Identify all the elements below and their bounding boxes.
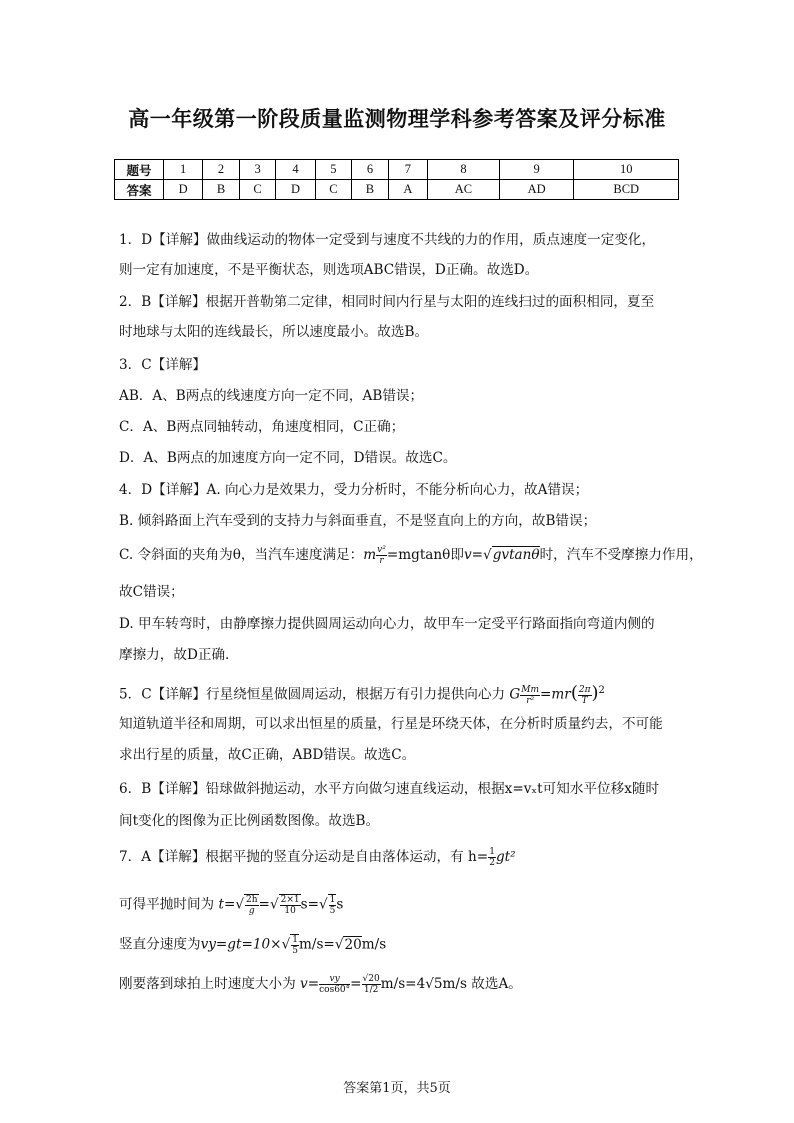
table-cell: AD	[499, 180, 574, 200]
q7-h: h=	[468, 849, 489, 865]
q5-symbol-g: G	[509, 686, 521, 703]
q6-line-1: 6．B【详解】铅球做斜抛运动，水平方向做匀速直线运动，根据x=vₓt可知水平位移x随时	[119, 781, 660, 797]
q5-fraction-2	[578, 685, 592, 706]
q7-line-3-text: 竖直分速度为	[119, 936, 201, 953]
q7-line-1-text: 7．A【详解】根据平抛的竖直分运动是自由落体运动，有	[119, 849, 464, 865]
q7-vy: vy=gt=10×	[200, 936, 282, 953]
q7-sqrt-frac-1-num: 2h	[246, 895, 258, 905]
q7-line-2-text: 可得平抛时间为	[119, 896, 215, 913]
q7-line-4-frac-1	[319, 974, 350, 995]
q5-fraction-1-den: r²	[526, 695, 535, 706]
q7-line-1	[119, 847, 516, 868]
q1-line-1: 1．D【详解】做曲线运动的物体一定受到与速度不共线的力的作用，质点速度一定变化，	[119, 232, 656, 248]
q3-line-3: C．A、B两点同轴转动，角速度相同，C正确；	[119, 419, 405, 435]
table-cell: AC	[428, 180, 500, 200]
q2-line-2: 时地球与太阳的连线最长，所以速度最小。故选B。	[119, 324, 429, 340]
q7-line-3-frac	[290, 934, 299, 956]
q7-sqrt-frac-3-den: 5	[329, 906, 336, 916]
table-row-answers	[115, 180, 679, 200]
q4-line-1: 4．D【详解】A. 向心力是效果力，受力分析时，不能分析向心力，故A错误；	[119, 482, 589, 498]
table-header-answer: 答案	[115, 180, 164, 200]
q7-sqrt-frac-2-den: 10	[284, 906, 296, 916]
sqrt-icon: √	[281, 936, 291, 953]
page-title: 高一年级第一阶段质量监测物理学科参考答案及评分标准	[128, 107, 666, 131]
table-cell: C	[315, 180, 352, 200]
q3-line-1: 3．C【详解】	[119, 357, 207, 373]
q7-sqrt-frac-2-num: 2×1	[280, 895, 300, 905]
table-cell: B	[352, 180, 389, 200]
q5-fraction-2-num: 2π	[578, 684, 591, 695]
q7-sqrt-frac-1	[244, 894, 259, 916]
q5-fraction-1	[520, 685, 540, 706]
q2-line-1: 2．B【详解】根据开普勒第二定律，相同时间内行星与太阳的连线扫过的面积相同，夏至	[119, 294, 655, 310]
left-paren-icon: (	[570, 682, 578, 704]
q4-line-4: 故C错误；	[119, 584, 184, 600]
q7-eq-2: s=	[300, 896, 319, 913]
table-cell: 10	[574, 160, 679, 180]
q7-eq-1: =	[258, 896, 270, 913]
q7-fraction-half	[488, 847, 496, 868]
q4-sqrt-content: gvtanθ	[492, 547, 540, 563]
q3-line-4: D．A、B两点的加速度方向一定不同，D错误。故选C。	[119, 450, 457, 466]
q7-t: t=	[218, 896, 236, 913]
table-cell: BCD	[574, 180, 679, 200]
table-cell: 5	[315, 160, 352, 180]
table-cell: 7	[388, 160, 427, 180]
q7-v: v=	[300, 976, 320, 992]
q7-fraction-half-num: 1	[489, 847, 495, 857]
q7-line-3-frac-num: 1	[292, 935, 298, 945]
table-cell: D	[164, 180, 203, 200]
q4-fraction-den: r	[379, 556, 384, 566]
sqrt-icon: √	[334, 936, 344, 953]
q4-line-3-text-b: =mgtanθ即	[386, 547, 464, 563]
q7-line-4-end: m/s=4√5m/s 故选A。	[380, 976, 522, 992]
table-cell: 2	[203, 160, 240, 180]
q7-line-3-sqrt: 20	[344, 936, 362, 953]
q5-line-3: 求出行星的质量，故C正确，ABD错误。故选C。	[119, 747, 416, 763]
q4-fraction	[376, 545, 387, 566]
q7-line-3	[119, 934, 386, 956]
q7-unit-s: s	[336, 896, 344, 913]
q5-fraction-1-num: Mm	[521, 684, 540, 695]
table-cell: A	[388, 180, 427, 200]
sqrt-icon: √	[269, 896, 279, 913]
q5-line-1	[119, 681, 605, 706]
table-cell: 8	[428, 160, 500, 180]
q7-line-4-frac-1-num: vy	[319, 974, 350, 985]
q4-line-3-text-d: 时，汽车不受摩擦力作用，	[539, 547, 703, 563]
q5-fraction-2-den: T	[581, 695, 588, 706]
sqrt-icon: √	[483, 547, 492, 563]
q4-line-3	[119, 545, 703, 566]
q7-line-4-text: 刚要落到球拍上时速度大小为	[119, 976, 296, 992]
q4-fraction-num: v²	[377, 545, 386, 555]
q4-line-3-text-c: v=	[463, 547, 484, 563]
q5-line-2: 知道轨道半径和周期，可以求出恒星的质量，行星是环绕天体，在分析时质量约去，不可能	[119, 716, 663, 732]
table-cell: B	[203, 180, 240, 200]
q1-line-2: 则一定有加速度，不是平衡状态，则选项ABC错误，D正确。故选D。	[119, 262, 539, 278]
page-footer: 答案第1页，共5页	[343, 1081, 451, 1096]
q5-exponent: 2	[598, 685, 605, 696]
table-cell: C	[239, 180, 276, 200]
q7-line-4-eq: =	[350, 976, 362, 992]
q6-line-2: 间t变化的图像为正比例函数图像。故选B。	[119, 813, 380, 829]
q7-line-3-frac-den: 5	[292, 946, 298, 956]
q4-line-5: D. 甲车转弯时，由静摩擦力提供圆周运动向心力，故甲车一定受平行路面指向弯道内侧的	[119, 616, 655, 632]
q4-line-2: B. 倾斜路面上汽车受到的支持力与斜面垂直，不是竖直向上的方向，故B错误；	[119, 513, 597, 529]
q5-line-1-text: 5．C【详解】行星绕恒星做圆周运动，根据万有引力提供向心力	[119, 686, 506, 703]
table-row-numbers	[115, 160, 679, 180]
q7-sqrt-frac-3-num: 1	[329, 895, 336, 905]
q7-line-4-frac-1-den: cos60°	[319, 985, 351, 995]
right-paren-icon: )	[591, 682, 599, 704]
q5-mid: =mr	[540, 686, 571, 703]
q7-line-3-mid: m/s=	[298, 936, 335, 953]
q7-line-3-unit: m/s	[361, 936, 387, 953]
sqrt-icon: √	[235, 896, 245, 913]
table-cell: D	[276, 180, 315, 200]
q7-sqrt-frac-2	[279, 894, 301, 916]
sqrt-icon: √	[318, 896, 328, 913]
q7-sqrt-frac-1-den: g	[248, 906, 255, 916]
answer-table	[114, 159, 679, 200]
q7-line-4	[119, 974, 522, 995]
table-cell: 3	[239, 160, 276, 180]
table-cell: 1	[164, 160, 203, 180]
table-cell: 6	[352, 160, 389, 180]
q7-line-4-frac-2	[362, 974, 381, 995]
q4-line-6: 摩擦力，故D正确.	[119, 647, 230, 663]
q7-line-4-frac-2-num: √20	[362, 974, 380, 984]
table-cell: 4	[276, 160, 315, 180]
q7-line-2	[119, 894, 343, 916]
table-cell: 9	[499, 160, 574, 180]
table-header-number: 题号	[115, 160, 164, 180]
q3-line-2: AB．A、B两点的线速度方向一定不同，AB错误；	[119, 388, 424, 404]
q7-line-4-frac-2-den: 1/2	[363, 985, 379, 995]
q4-line-3-text-a: C. 令斜面的夹角为θ，当汽车速度满足：	[119, 547, 364, 563]
q7-fraction-half-den: 2	[489, 858, 495, 868]
q7-gt2: gt²	[495, 849, 516, 865]
q4-symbol-m: m	[363, 547, 377, 563]
